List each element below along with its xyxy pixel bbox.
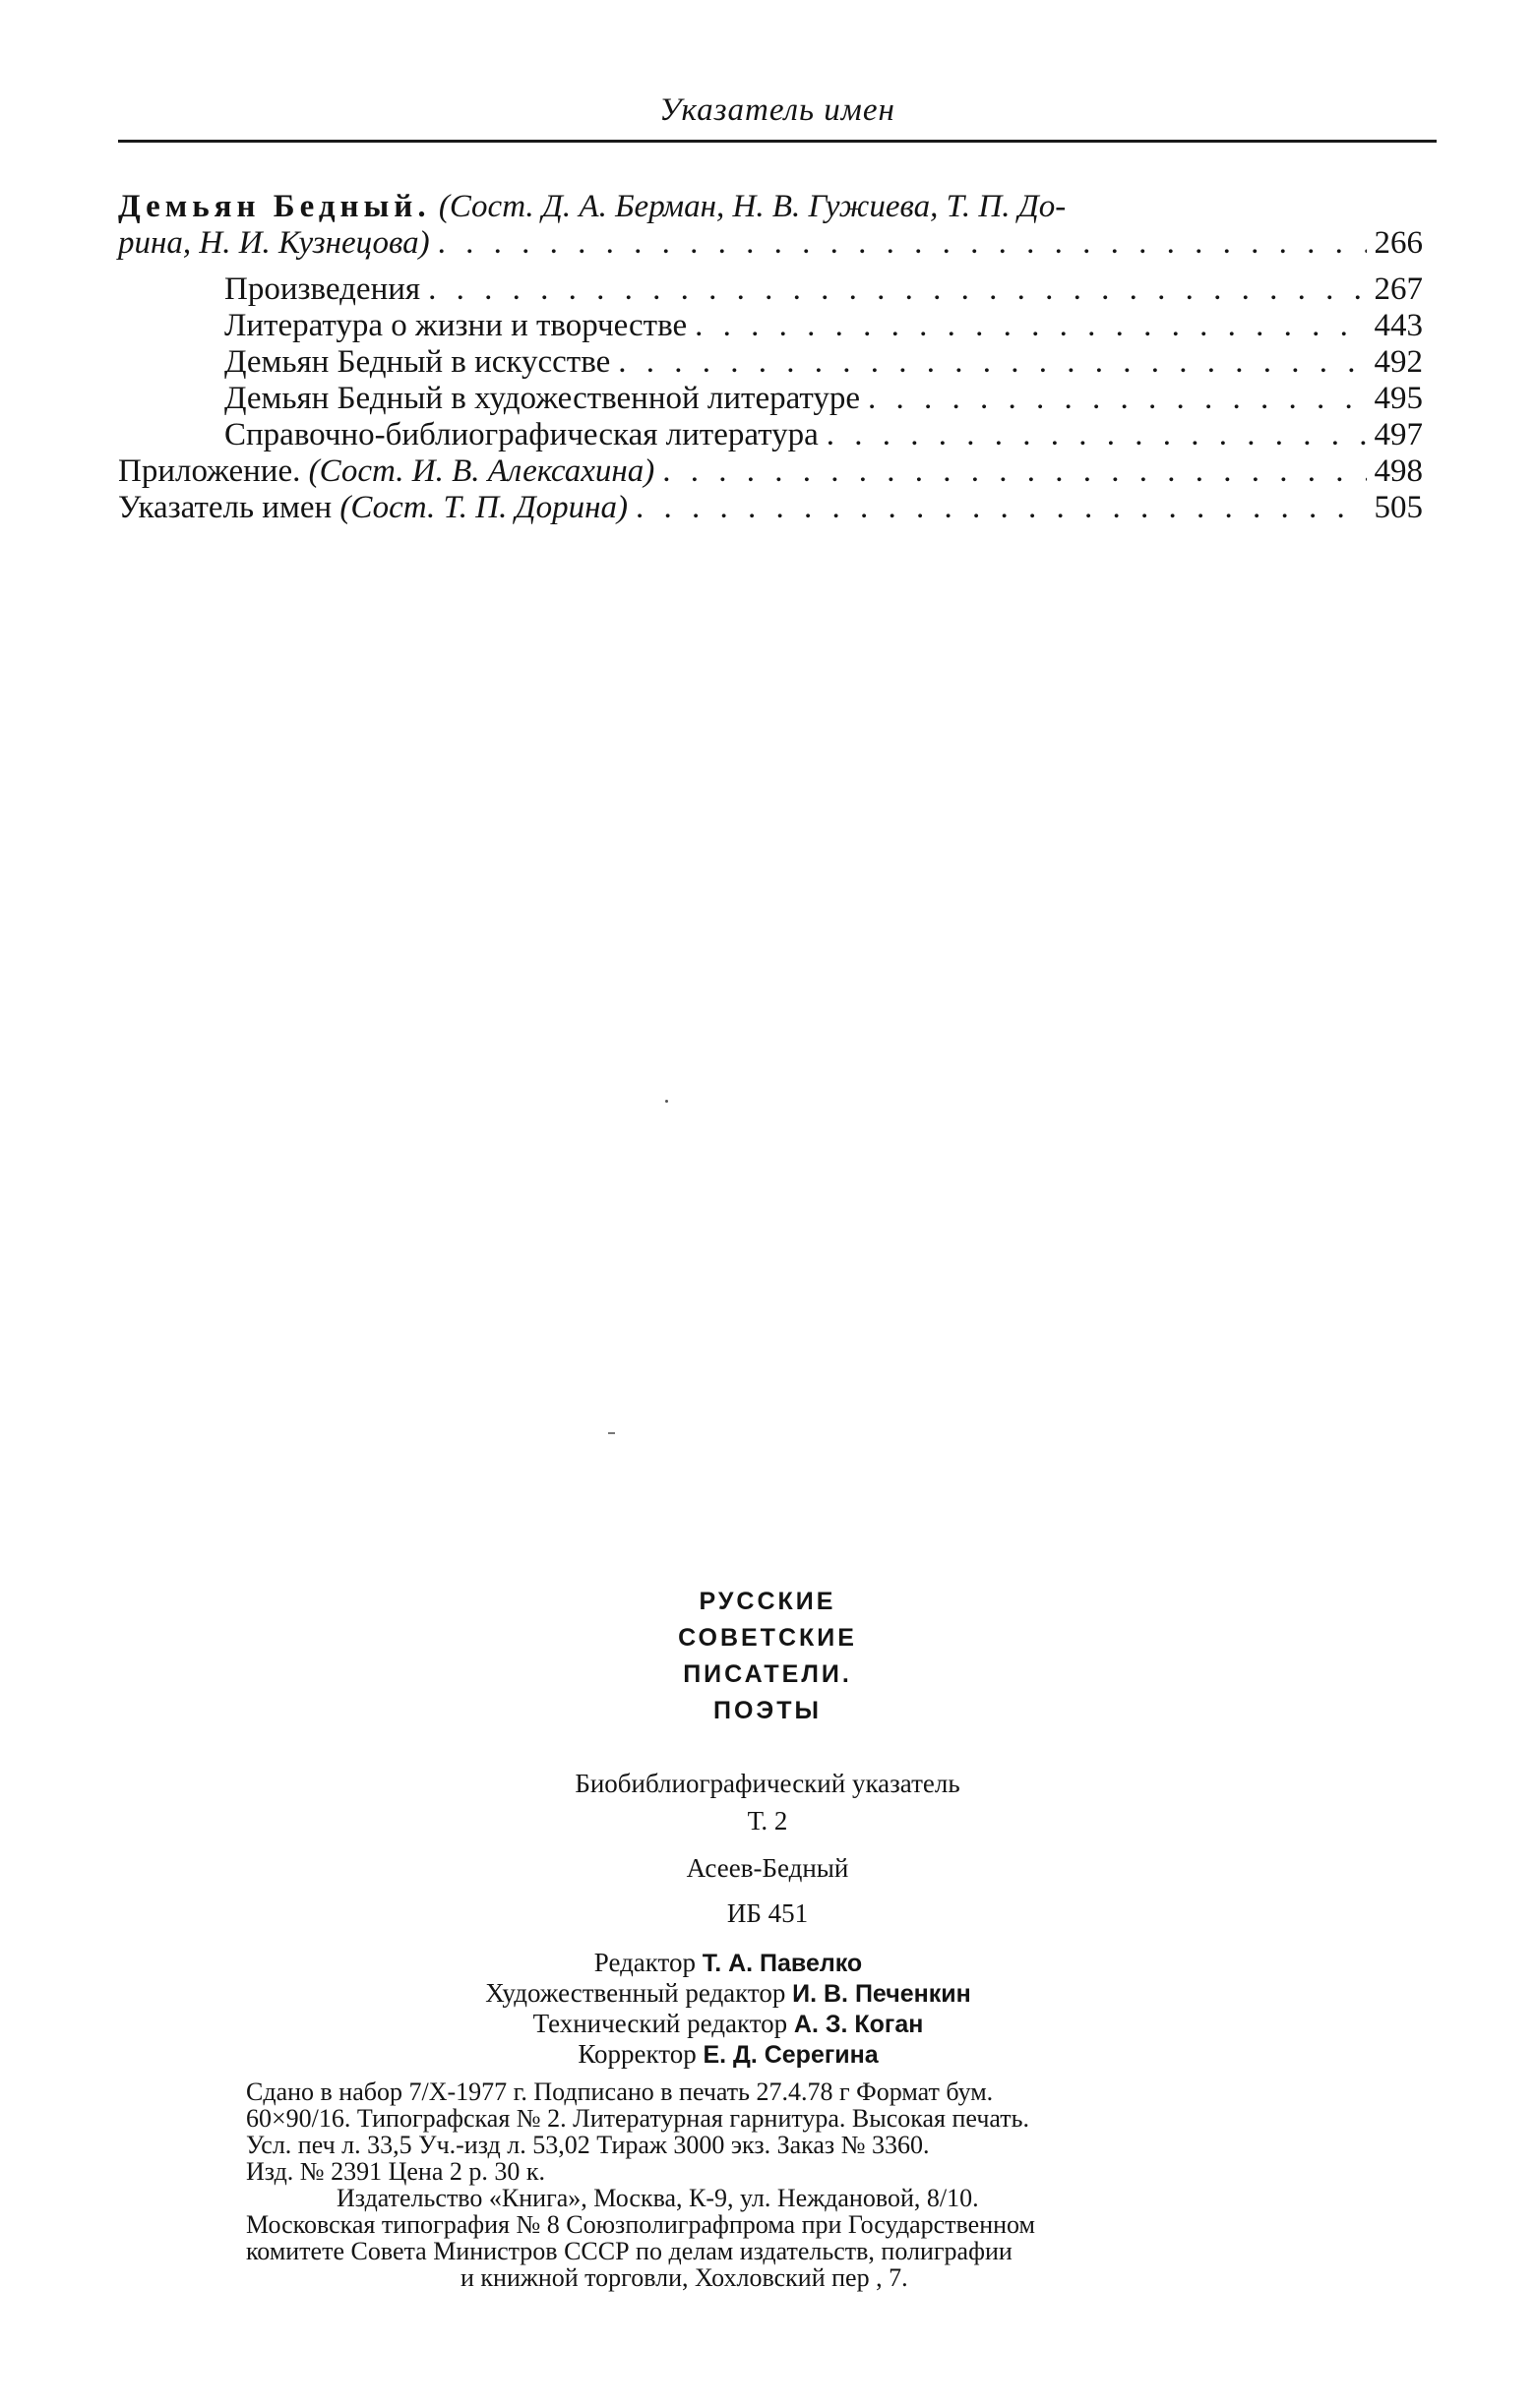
toc-main-entry-line-2 xyxy=(118,225,1423,262)
credit-person: Е. Д. Серегина xyxy=(703,2041,879,2069)
series-title xyxy=(0,1584,1535,1729)
credit-line xyxy=(374,2009,1082,2039)
toc-appendix-title: Приложение. xyxy=(118,453,301,489)
toc-name-index-entry xyxy=(118,490,1423,526)
credit-person: Т. А. Павелко xyxy=(702,1950,863,1977)
leader-dots xyxy=(636,490,1367,526)
imprint-line: Изд. № 2391 Цена 2 р. 30 к. xyxy=(246,2157,546,2186)
volume-range: Асеев-Бедный xyxy=(686,1853,849,1883)
toc-subentry xyxy=(118,308,1423,344)
imprint-line: комитете Совета Министров СССР по делам издательств, полиграфии xyxy=(246,2237,1013,2265)
book-subtitle: Биобиблиографический указатель xyxy=(575,1769,960,1798)
toc-page-number: 267 xyxy=(1374,271,1423,307)
imprint-line: Московская типография № 8 Союзполиграфпрома при Государственном xyxy=(246,2210,1035,2239)
imprint-line: Сдано в набор 7/X-1977 г. Подписано в печать 27.4.78 г Формат бум. xyxy=(246,2077,994,2106)
toc-subentry xyxy=(118,271,1423,308)
leader-dots xyxy=(695,308,1366,344)
series-title-line: СОВЕТСКИЕ xyxy=(678,1624,857,1652)
toc-appendix-entry xyxy=(118,453,1423,490)
toc-subentry-title: Литература о жизни и творчестве xyxy=(224,308,688,343)
leader-dots xyxy=(438,225,1367,262)
toc-name-index-title-wrap xyxy=(118,490,628,526)
credit-person: А. З. Коган xyxy=(793,2011,924,2038)
leader-dots xyxy=(868,381,1366,417)
volume-number: Т. 2 xyxy=(747,1806,788,1836)
imprint-line: Усл. печ л. 33,5 Уч.-изд л. 53,02 Тираж 3000 экз. Заказ № 3360. xyxy=(246,2131,930,2159)
toc-subentry-title: Демьян Бедный в художественной литературе xyxy=(224,381,861,416)
toc-page-number: 492 xyxy=(1374,344,1423,380)
series-title-line: ПОЭТЫ xyxy=(713,1697,822,1724)
credit-role: Технический редактор xyxy=(532,2009,788,2038)
leader-dots xyxy=(618,344,1366,381)
toc-page-number: 505 xyxy=(1374,490,1423,525)
header-rule xyxy=(118,140,1437,143)
toc-appendix-title-wrap xyxy=(118,453,654,490)
toc-main-entry-compilers: (Сост. Д. А. Берман, Н. В. Гужиева, Т. П. До- xyxy=(438,189,1067,224)
credit-line xyxy=(374,2039,1082,2070)
toc-page-number: 497 xyxy=(1374,417,1423,452)
credit-line xyxy=(374,1948,1082,1978)
toc-name-index-title: Указатель имен xyxy=(118,490,333,525)
credit-role: Художественный редактор xyxy=(485,1978,786,2008)
leader-dots xyxy=(662,453,1366,490)
toc-page-number: 443 xyxy=(1374,308,1423,343)
imprint-line: 60×90/16. Типографская № 2. Литературная гарнитура. Высокая печать. xyxy=(246,2104,1029,2133)
series-title-line: РУССКИЕ xyxy=(699,1588,836,1615)
credit-person: И. В. Печенкин xyxy=(792,1980,971,2008)
toc-subentry-title: Произведения xyxy=(224,271,421,307)
toc-subentry xyxy=(118,381,1423,417)
toc-name-index-compilers: (Сост. Т. П. Дорина) xyxy=(339,490,628,525)
credit-role: Редактор xyxy=(593,1948,696,1977)
toc-main-entry-name: Демьян Бедный. xyxy=(118,189,431,224)
toc-subentry-title: Демьян Бедный в искусстве xyxy=(224,344,611,380)
credit-line xyxy=(374,1978,1082,2009)
imprint-line: и книжной торговли, Хохловский пер , 7. xyxy=(460,2263,908,2292)
imprint-line: Издательство «Книга», Москва, К-9, ул. Неждановой, 8/10. xyxy=(337,2184,979,2212)
imprint-block xyxy=(246,2078,1309,2291)
running-head: Указатель имен xyxy=(659,92,895,128)
toc-subentry xyxy=(118,344,1423,381)
series-title-line: ПИСАТЕЛИ. xyxy=(683,1660,852,1688)
toc-page-number: 266 xyxy=(1374,225,1423,261)
leader-dots xyxy=(827,417,1367,453)
credits-block xyxy=(374,1948,1082,2070)
leader-dots xyxy=(428,271,1366,308)
table-of-contents xyxy=(118,189,1423,526)
ib-number: ИБ 451 xyxy=(726,1898,809,1928)
toc-page-number: 495 xyxy=(1374,381,1423,416)
print-speck xyxy=(608,1432,615,1434)
toc-subentry xyxy=(118,417,1423,453)
credit-role: Корректор xyxy=(578,2039,697,2069)
toc-subentry-title: Справочно-библиографическая литература xyxy=(224,417,819,452)
toc-appendix-compilers: (Сост. И. В. Алексахина) xyxy=(308,453,655,489)
toc-page-number: 498 xyxy=(1374,453,1423,489)
print-speck xyxy=(665,1100,668,1103)
toc-main-entry-line-1 xyxy=(118,189,1423,225)
toc-main-entry-compilers-cont: рина, Н. И. Кузнецова) xyxy=(118,225,430,261)
